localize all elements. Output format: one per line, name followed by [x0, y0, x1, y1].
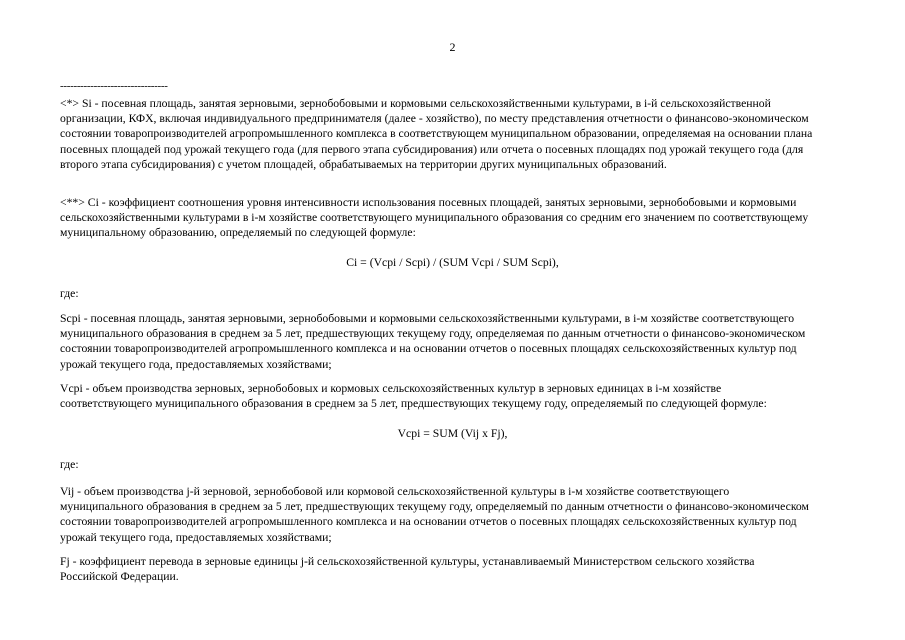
definition-scpi-line: Scpi - посевная площадь, занятая зерновыми, зернобобовыми и кормовыми сельскохозяйственными культурами, в i-м хозяйстве соответствующего: [60, 312, 795, 325]
formula-vcpi: Vcpi = SUM (Vij x Fj),: [397, 427, 508, 440]
definition-vij-line: Vij - объем производства j-й зерновой, зернобобовой или кормовой сельскохозяйственной культуры в i-м хозяйстве соответствующего: [60, 485, 730, 498]
footnote-2-line: <**> Ci - коэффициент соотношения уровня интенсивности использования посевных площадей, занятых зерновыми, зернобобовыми и кормовыми: [60, 196, 797, 209]
where-label-2: где:: [60, 458, 79, 471]
where-label-1: где:: [60, 287, 79, 300]
footnote-1-line: второго этапа субсидирования) с учетом площадей, обрабатываемых на территории других муниципальных образований.: [60, 157, 667, 171]
definition-vij-line: муниципального образования в среднем за 5 лет, предшествующих текущему году, определяемый по данным отчетности о финансово-экономическом: [60, 500, 809, 514]
definition-fj-line: Российской Федерации.: [60, 570, 179, 584]
footnote-2: [60, 195, 875, 241]
footnote-1-line: состоянии товаропроизводителей агропромышленного комплекса в соответствующем муниципальном образовании, определяемая на основании плана: [60, 127, 813, 141]
footnote-separator: --------------------------------: [60, 80, 168, 92]
footnote-2-line: сельскохозяйственными культурами в i-м хозяйстве соответствующего муниципального образования со средним его значением по соответствующему: [60, 211, 809, 225]
footnote-2-line: муниципальному образованию, определяемый по следующей формуле:: [60, 226, 416, 240]
definition-scpi-line: состоянии товаропроизводителей агропромышленного комплекса и на основании отчетов о посевных площадях сельскохозяйственных культур под: [60, 342, 797, 356]
footnote-1-line: <*> Si - посевная площадь, занятая зерновыми, зернобобовыми и кормовыми сельскохозяйственными культурами, в i-й сельскохозяйственной: [60, 97, 771, 110]
definition-vij-line: урожай текущего года, предоставляемых хозяйствами;: [60, 530, 332, 544]
page-number: 2: [449, 40, 456, 54]
formula-ci: Ci = (Vcpi / Scpi) / (SUM Vcpi / SUM Scpi),: [346, 256, 559, 269]
definition-scpi-line: муниципального образования в среднем за 5 лет, предшествующих текущему году, определяемая по данным отчетности о финансово-экономическом: [60, 327, 806, 341]
definition-vij: [60, 484, 875, 545]
definition-vcpi-line: соответствующего муниципального образования в среднем за 5 лет, предшествующих текущему году, определяемый по следующей формуле:: [60, 397, 767, 411]
definition-scpi-line: урожай текущего года, предоставляемых хозяйствами;: [60, 357, 332, 371]
footnote-1-line: организации, КФХ, включая индивидуального предпринимателя (далее - хозяйство), по месту представления отчетности о финансово-экономическом: [60, 112, 809, 126]
definition-vcpi-line: Vcpi - объем производства зерновых, зернобобовых и кормовых сельскохозяйственных культур в зерновых единицах в i-м хозяйстве: [60, 382, 722, 395]
footnote-1: [60, 96, 875, 172]
footnote-1-line: посевных площадей под урожай текущего года (для первого этапа субсидирования) или отчета о посевных площадях под урожай текущего года (для: [60, 142, 804, 156]
definition-vcpi: [60, 381, 875, 411]
definition-scpi: [60, 311, 875, 372]
definition-fj: [60, 554, 875, 584]
definition-vij-line: состоянии товаропроизводителей агропромышленного комплекса и на основании отчетов о посевных площадях сельскохозяйственных культур под: [60, 515, 797, 529]
definition-fj-line: Fj - коэффициент перевода в зерновые единицы j-й сельскохозяйственной культуры, устанавливаемый Министерством сельского хозяйства: [60, 555, 755, 568]
